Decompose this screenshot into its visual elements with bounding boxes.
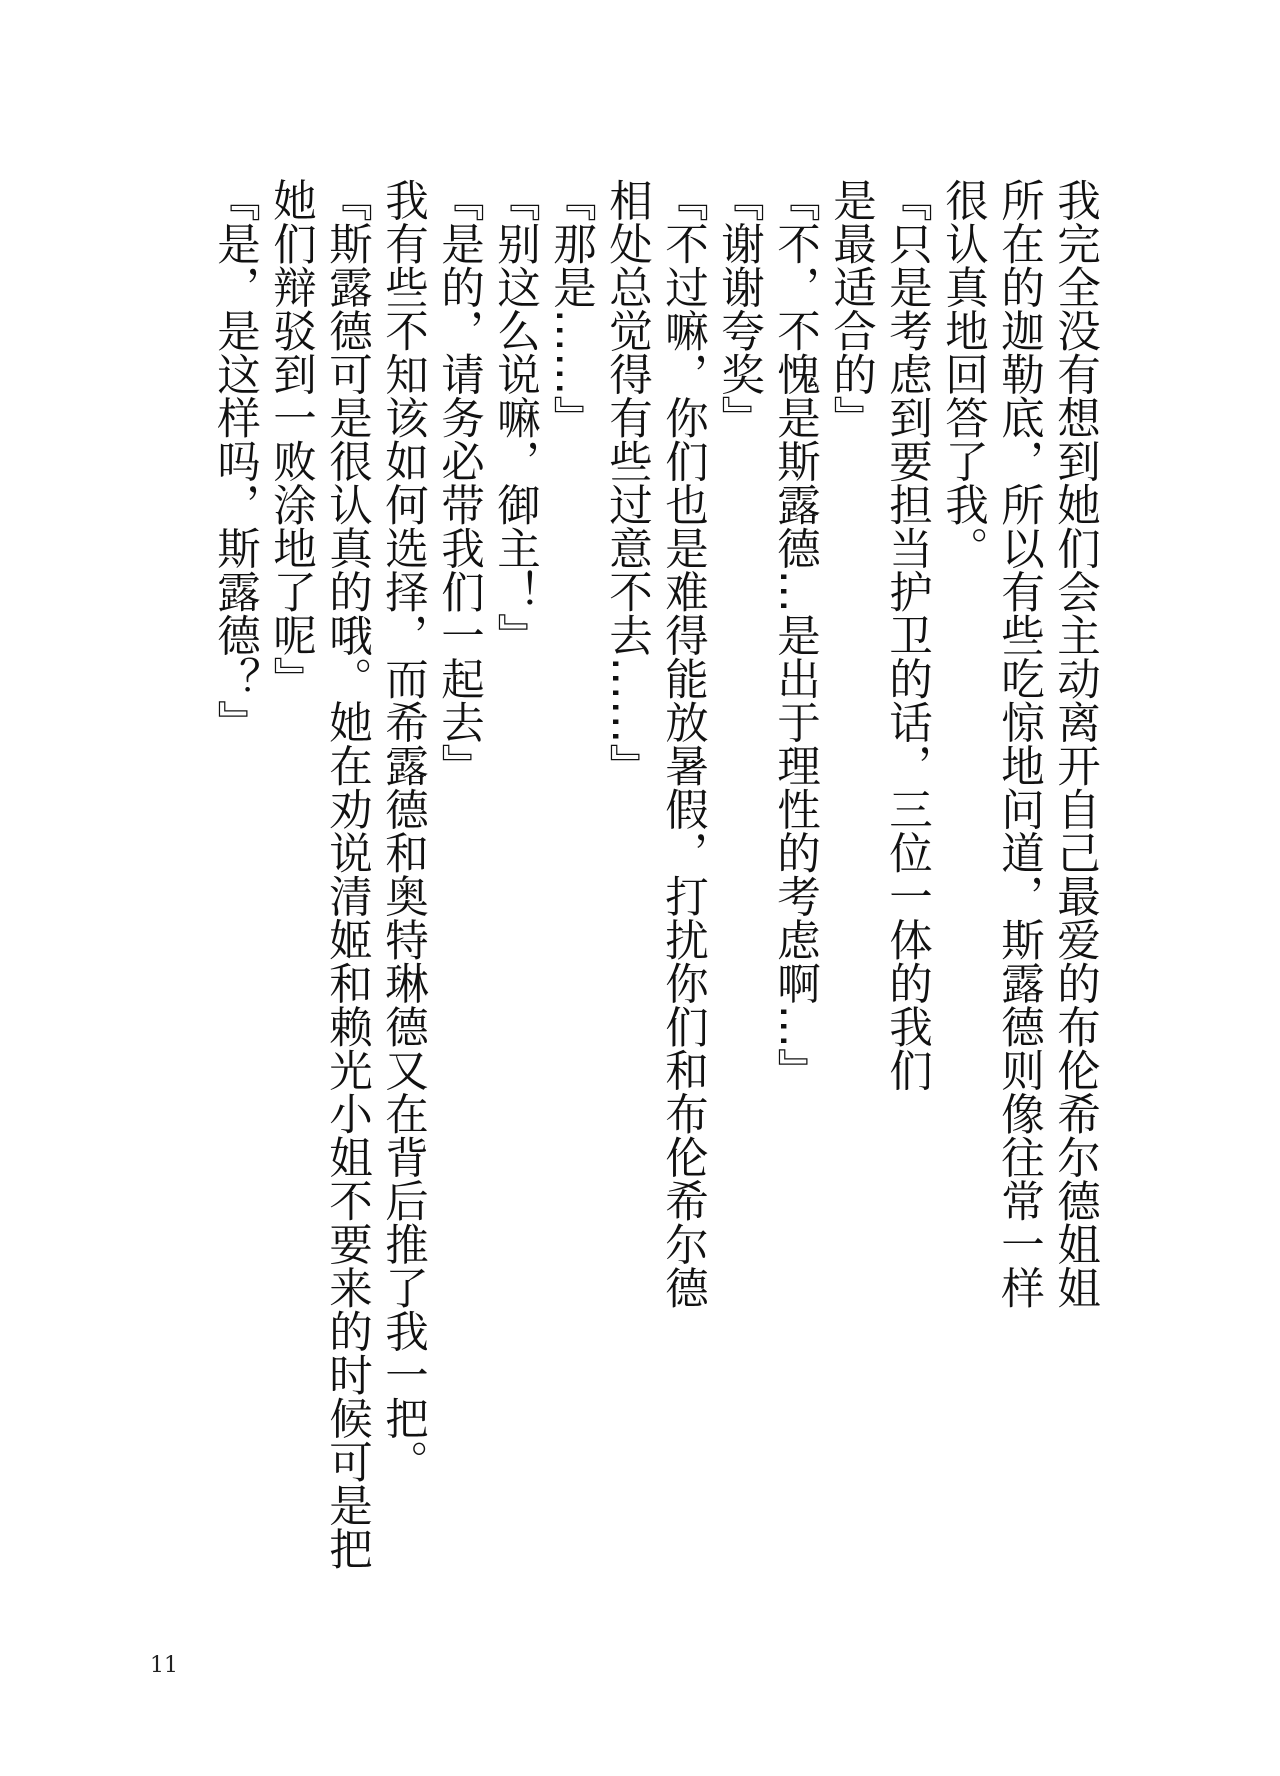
text-line: 我有些不知该如何选择，而希露德和奥特琳德又在背后推了我一把。 — [378, 178, 428, 1483]
text-line: 我完全没有想到她们会主动离开自己最爱的布伦希尔德姐姐 — [1050, 178, 1100, 1309]
text-line: 『只是考虑到要担当护卫的话，三位一体的我们 — [882, 178, 932, 1092]
text-line: 『那是……』 — [546, 178, 596, 439]
text-line: 『是的，请务必带我们一起去』 — [434, 178, 484, 787]
text-line: 『谢谢夸奖』 — [714, 178, 764, 439]
text-line: 『是，是这样吗，斯露德？』 — [210, 178, 260, 744]
text-line: 『斯露德可是很认真的哦。她在劝说清姬和赖光小姐不要来的时候可是把 — [322, 178, 372, 1570]
page-number: 11 — [150, 1653, 178, 1678]
text-line: 相处总觉得有些过意不去……』 — [602, 178, 652, 787]
text-line: 她们辩驳到一败涂地了呢』 — [266, 178, 316, 700]
text-line: 『不过嘛，你们也是难得能放暑假，打扰你们和布伦希尔德 — [658, 178, 708, 1309]
text-line: 所在的迦勒底，所以有些吃惊地问道，斯露德则像往常一样 — [994, 178, 1044, 1309]
text-line: 是最适合的』 — [826, 178, 876, 439]
text-line: 『不，不愧是斯露德…是出于理性的考虑啊…』 — [770, 178, 820, 1092]
text-line: 『别这么说嘛，御主！』 — [490, 178, 540, 657]
vertical-text-block — [200, 178, 1100, 1570]
text-line: 很认真地回答了我。 — [938, 178, 988, 570]
